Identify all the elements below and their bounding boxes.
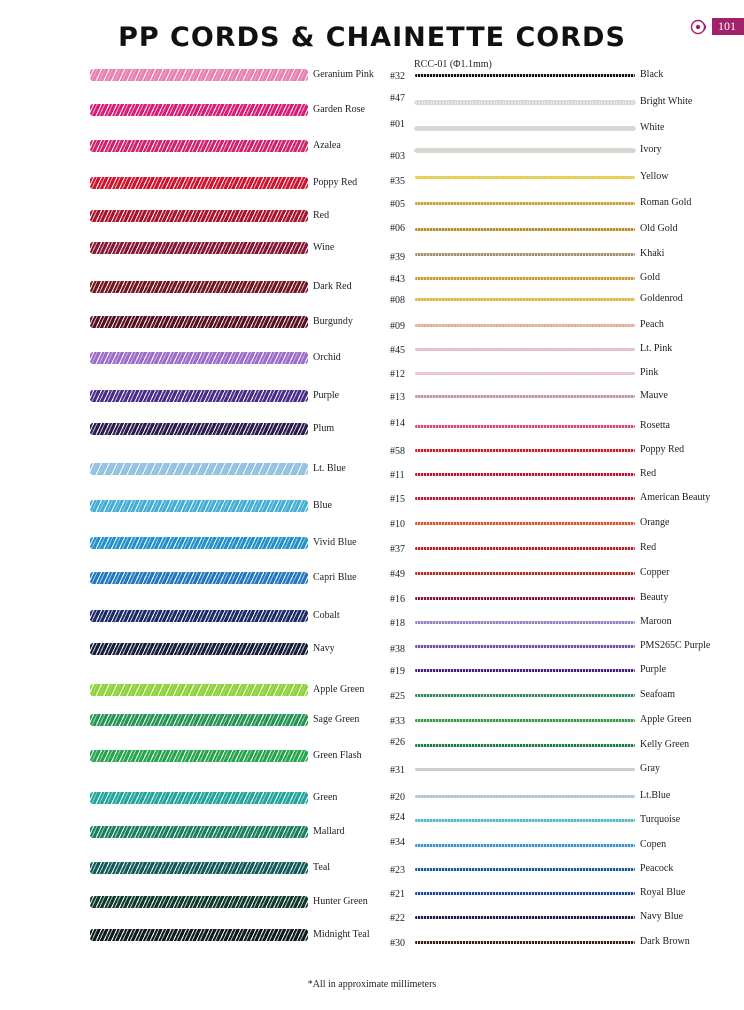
pp-cord-label: Dark Red bbox=[313, 281, 352, 292]
chainette-cord-swatch bbox=[415, 202, 635, 205]
chainette-cord-label: Turquoise bbox=[640, 814, 681, 825]
chainette-cord-label: Copen bbox=[640, 839, 667, 850]
chainette-cord-swatch bbox=[415, 497, 635, 500]
pp-cord-swatch bbox=[90, 423, 308, 435]
pp-cord-swatch bbox=[90, 714, 308, 726]
chainette-cord-swatch bbox=[415, 425, 635, 428]
chainette-cord-code: #35 bbox=[390, 176, 405, 187]
pp-cord-label: Blue bbox=[313, 500, 332, 511]
pp-cord-swatch bbox=[90, 242, 308, 254]
chainette-cord-swatch bbox=[415, 694, 635, 697]
chainette-cord-swatch bbox=[415, 324, 635, 327]
pp-cord-label: Hunter Green bbox=[313, 896, 368, 907]
chainette-cord-code: #13 bbox=[390, 392, 405, 403]
pp-cord-label: Green Flash bbox=[313, 750, 362, 761]
chainette-cord-swatch bbox=[415, 719, 635, 722]
chainette-cord-label: Purple bbox=[640, 664, 667, 675]
pp-cord-label: Azalea bbox=[313, 140, 341, 151]
pp-cord-swatch bbox=[90, 929, 308, 941]
chainette-cord-label: Peach bbox=[640, 319, 664, 330]
chainette-cord-code: #19 bbox=[390, 666, 405, 677]
chainette-cord-label: Orange bbox=[640, 517, 670, 528]
chainette-cord-swatch bbox=[415, 473, 635, 476]
pp-cord-label: Burgundy bbox=[313, 316, 353, 327]
chainette-cord-swatch bbox=[415, 597, 635, 600]
chainette-cord-label: Khaki bbox=[640, 248, 665, 259]
chainette-cord-code: #39 bbox=[390, 252, 405, 263]
chainette-cord-code: #24 bbox=[390, 812, 405, 823]
pp-cord-swatch bbox=[90, 750, 308, 762]
pp-cord-swatch bbox=[90, 862, 308, 874]
pp-cord-swatch bbox=[90, 500, 308, 512]
chainette-cord-code: #38 bbox=[390, 644, 405, 655]
pp-cord-label: Red bbox=[313, 210, 330, 221]
chainette-cord-swatch bbox=[415, 176, 635, 179]
chainette-cord-label: Gold bbox=[640, 272, 660, 283]
chainette-cord-code: #09 bbox=[390, 321, 405, 332]
pp-cord-swatch bbox=[90, 537, 308, 549]
chainette-cord-code: #45 bbox=[390, 345, 405, 356]
chainette-cord-swatch bbox=[415, 253, 635, 256]
chainette-cord-code: #08 bbox=[390, 295, 405, 306]
pp-cord-label: Garden Rose bbox=[313, 104, 365, 115]
chainette-cord-swatch bbox=[415, 892, 635, 895]
chainette-cord-code: #47 bbox=[390, 93, 405, 104]
chainette-cord-code: #30 bbox=[390, 938, 405, 949]
chainette-cord-label: Old Gold bbox=[640, 223, 678, 234]
pp-cord-swatch bbox=[90, 69, 308, 81]
chainette-cord-code: #12 bbox=[390, 369, 405, 380]
chainette-cord-label: Yellow bbox=[640, 171, 669, 182]
pp-cord-label: Navy bbox=[313, 643, 335, 654]
chainette-cord-swatch bbox=[415, 372, 635, 375]
pp-cord-swatch bbox=[90, 140, 308, 152]
chainette-cord-code: #21 bbox=[390, 889, 405, 900]
chainette-cord-label: Royal Blue bbox=[640, 887, 686, 898]
chainette-cord-swatch bbox=[415, 844, 635, 847]
chainette-cord-code: #33 bbox=[390, 716, 405, 727]
chainette-cord-swatch bbox=[415, 449, 635, 452]
chainette-cord-label: PMS265C Purple bbox=[640, 640, 711, 651]
chainette-cord-label: Copper bbox=[640, 567, 670, 578]
chainette-cord-swatch bbox=[415, 277, 635, 280]
chainette-cord-code: #10 bbox=[390, 519, 405, 530]
pp-cord-swatch bbox=[90, 210, 308, 222]
chainette-cord-code: #03 bbox=[390, 151, 405, 162]
chainette-spec-label: RCC-01 (Φ1.1mm) bbox=[414, 59, 492, 70]
chainette-cord-label: Rosetta bbox=[640, 420, 670, 431]
chainette-cord-swatch bbox=[415, 795, 635, 798]
chainette-cord-label: Lt.Blue bbox=[640, 790, 671, 801]
chainette-cord-label: Bright White bbox=[640, 96, 693, 107]
pp-cord-label: Capri Blue bbox=[313, 572, 357, 583]
pp-cord-swatch bbox=[90, 572, 308, 584]
chainette-cord-label: American Beauty bbox=[640, 492, 711, 503]
chainette-cord-label: Maroon bbox=[640, 616, 672, 627]
brand-logo-icon bbox=[690, 19, 710, 35]
chainette-cord-swatch bbox=[415, 101, 635, 104]
pp-cord-label: Green bbox=[313, 792, 338, 803]
chainette-cord-swatch bbox=[415, 768, 635, 771]
chainette-cord-label: Goldenrod bbox=[640, 293, 683, 304]
chainette-cord-code: #25 bbox=[390, 691, 405, 702]
chainette-cord-swatch bbox=[415, 228, 635, 231]
pp-cord-label: Apple Green bbox=[313, 684, 365, 695]
pp-cord-swatch bbox=[90, 352, 308, 364]
chainette-cord-swatch bbox=[415, 819, 635, 822]
pp-cord-label: Wine bbox=[313, 242, 335, 253]
chainette-cord-swatch bbox=[415, 395, 635, 398]
page-badge bbox=[690, 18, 744, 35]
pp-cord-swatch bbox=[90, 177, 308, 189]
chainette-cord-label: Poppy Red bbox=[640, 444, 685, 455]
chainette-cord-code: #05 bbox=[390, 199, 405, 210]
chainette-cord-label: Roman Gold bbox=[640, 197, 692, 208]
chainette-cord-label: Kelly Green bbox=[640, 739, 690, 750]
pp-cord-swatch bbox=[90, 390, 308, 402]
pp-cord-label: Cobalt bbox=[313, 610, 340, 621]
chainette-cord-code: #18 bbox=[390, 618, 405, 629]
pp-cord-label: Lt. Blue bbox=[313, 463, 346, 474]
chainette-cord-swatch bbox=[415, 744, 635, 747]
page-number: 101 bbox=[712, 18, 744, 35]
chainette-cord-code: #58 bbox=[390, 446, 405, 457]
chainette-cord-code: #31 bbox=[390, 765, 405, 776]
chainette-cord-label: Red bbox=[640, 468, 657, 479]
chainette-cord-code: #22 bbox=[390, 913, 405, 924]
chainette-cord-swatch bbox=[415, 621, 635, 624]
chainette-cord-swatch bbox=[415, 127, 635, 130]
pp-cord-swatch bbox=[90, 316, 308, 328]
chainette-cord-code: #15 bbox=[390, 494, 405, 505]
page-title: PP CORDS & CHAINETTE CORDS bbox=[118, 22, 626, 53]
chainette-cord-label: Navy Blue bbox=[640, 911, 684, 922]
pp-cord-swatch bbox=[90, 104, 308, 116]
chainette-cord-code: #49 bbox=[390, 569, 405, 580]
chainette-cord-code: #11 bbox=[390, 470, 405, 481]
chainette-cord-label: Seafoam bbox=[640, 689, 675, 700]
pp-cord-label: Mallard bbox=[313, 826, 345, 837]
chainette-cord-swatch bbox=[415, 348, 635, 351]
chainette-cord-swatch bbox=[415, 916, 635, 919]
pp-cord-label: Purple bbox=[313, 390, 340, 401]
chainette-cord-swatch bbox=[415, 547, 635, 550]
pp-cord-swatch bbox=[90, 610, 308, 622]
chainette-cord-label: Gray bbox=[640, 763, 660, 774]
chainette-cord-code: #16 bbox=[390, 594, 405, 605]
chainette-cord-code: #01 bbox=[390, 119, 405, 130]
chainette-cord-label: Beauty bbox=[640, 592, 669, 603]
chainette-cord-label: Peacock bbox=[640, 863, 674, 874]
pp-cord-label: Vivid Blue bbox=[313, 537, 357, 548]
chainette-cord-swatch bbox=[415, 572, 635, 575]
chainette-cord-code: #23 bbox=[390, 865, 405, 876]
chainette-cord-code: #14 bbox=[390, 418, 405, 429]
chainette-cord-label: Pink bbox=[640, 367, 659, 378]
chainette-cord-label: Mauve bbox=[640, 390, 668, 401]
chainette-cord-label: Dark Brown bbox=[640, 936, 690, 947]
pp-cord-label: Teal bbox=[313, 862, 331, 873]
pp-cord-swatch bbox=[90, 463, 308, 475]
chainette-cord-swatch bbox=[415, 298, 635, 301]
chainette-cord-code: #20 bbox=[390, 792, 405, 803]
pp-cord-swatch bbox=[90, 896, 308, 908]
pp-cord-swatch bbox=[90, 826, 308, 838]
chainette-cord-swatch bbox=[415, 941, 635, 944]
chainette-cord-code: #32 bbox=[390, 71, 405, 82]
chainette-cord-label: White bbox=[640, 122, 665, 133]
pp-cord-swatch bbox=[90, 684, 308, 696]
footnote: *All in approximate millimeters bbox=[307, 979, 437, 990]
pp-cord-label: Orchid bbox=[313, 352, 341, 363]
chainette-cord-swatch bbox=[415, 74, 635, 77]
pp-cord-label: Midnight Teal bbox=[313, 929, 370, 940]
chainette-cord-swatch bbox=[415, 868, 635, 871]
chainette-cord-label: Red bbox=[640, 542, 657, 553]
chainette-cord-swatch bbox=[415, 645, 635, 648]
chainette-cord-swatch bbox=[415, 669, 635, 672]
pp-cord-label: Poppy Red bbox=[313, 177, 358, 188]
chainette-cord-label: Lt. Pink bbox=[640, 343, 673, 354]
chainette-cord-code: #34 bbox=[390, 837, 405, 848]
chainette-cord-label: Apple Green bbox=[640, 714, 692, 725]
chainette-cord-swatch bbox=[415, 522, 635, 525]
chainette-cord-code: #26 bbox=[390, 737, 405, 748]
pp-cord-swatch bbox=[90, 643, 308, 655]
chainette-cord-code: #06 bbox=[390, 223, 405, 234]
pp-cord-label: Geranium Pink bbox=[313, 69, 374, 80]
chainette-cord-label: Ivory bbox=[640, 144, 662, 155]
pp-cord-swatch bbox=[90, 792, 308, 804]
chainette-cord-code: #37 bbox=[390, 544, 405, 555]
pp-cord-swatch bbox=[90, 281, 308, 293]
chainette-cord-code: #43 bbox=[390, 274, 405, 285]
chainette-cord-label: Black bbox=[640, 69, 664, 80]
pp-cord-label: Plum bbox=[313, 423, 335, 434]
chainette-cord-swatch bbox=[415, 149, 635, 152]
pp-cord-label: Sage Green bbox=[313, 714, 360, 725]
